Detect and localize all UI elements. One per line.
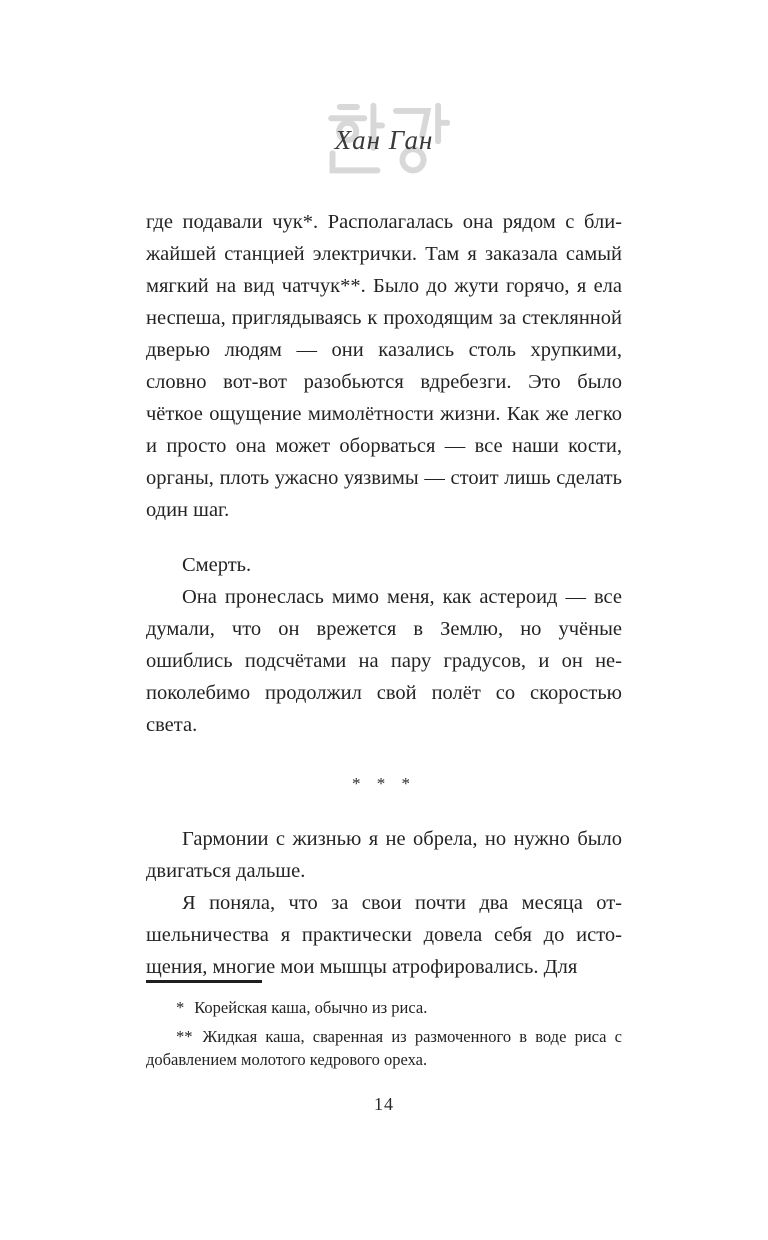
footnote-marker: * [176, 998, 185, 1017]
footnote-rule [146, 980, 262, 983]
paragraph: Я поняла, что за свои почти два месяца отшельничества я практически довела себя до истощения, многие мои мышцы атрофировались. Для [146, 892, 622, 978]
footnote-text: Жидкая каша, сваренная из размоченного в воде риса с добавлением молотого кедрового ореха. [146, 1026, 622, 1069]
paragraph: Гармонии с жизнью я не обрела, но нужно было двигаться дальше. [146, 828, 622, 882]
author-name: Хан Ган [334, 125, 434, 155]
body-text [146, 206, 622, 983]
page-number: 14 [374, 1094, 394, 1114]
footnote-text: Корейская каша, обычно из риса. [194, 998, 428, 1017]
footnotes [146, 980, 622, 1077]
footnote [146, 996, 622, 1020]
page-header [0, 98, 768, 156]
footnote-marker: ** [176, 1026, 193, 1046]
footnote [146, 1025, 622, 1072]
paragraph: где подавали чук*. Располагалась она рядом с ближайшей станцией электрички. Там я заказала самый мягкий на вид чатчук**. Было до жути горячо, я ела неспеша, приглядываясь к проходящим за стеклянной дверью людям — они казались столь хрупкими, словно вот-вот разобьются вдребезги. Это было чёткое ощущение мимолётности жизни. Как же легко и просто она может оборваться — все наши кости, органы, плоть ужасно уязвимы — стоит лишь сделать один шаг. [146, 211, 622, 521]
section-separator: * * * [352, 774, 416, 793]
paragraph: Смерть. [182, 554, 252, 576]
paragraph: Она пронеслась мимо меня, как астероид — все думали, что он врежется в Землю, но учёные ошиблись подсчётами на пару градусов, и он непоколебимо продолжил свой полёт со скоростью света. [146, 586, 622, 736]
